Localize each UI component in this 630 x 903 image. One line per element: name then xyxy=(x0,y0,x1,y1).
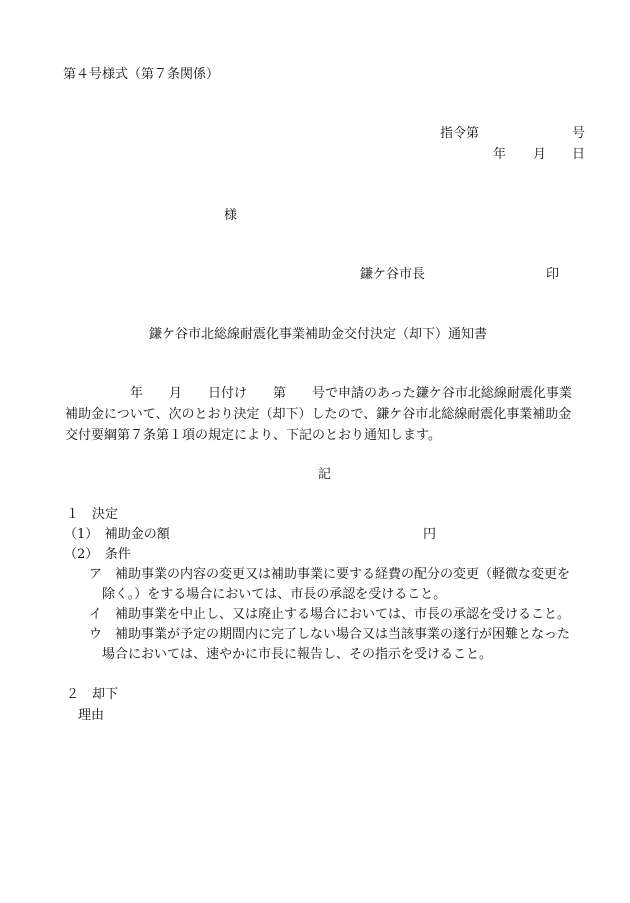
order-number-label: 指令第 xyxy=(440,126,480,141)
ki-heading: 記 xyxy=(318,467,332,482)
body-line-3: 交付要綱第７条第１項の規定により、下記のとおり通知します。 xyxy=(65,428,441,443)
issuer-name: 鎌ケ谷市長 xyxy=(360,267,426,282)
body-line-1: 年 月 日付け 第 号で申請のあった鎌ケ谷市北総線耐震化事業 xyxy=(65,386,572,401)
condition-a-line-1: ア 補助事業の内容の変更又は補助事業に要する経費の配分の変更（軽微な変更を xyxy=(89,567,571,582)
date-day: 日 xyxy=(572,147,586,162)
condition-a-line-2: 除く。）をする場合においては、市長の承認を受けること。 xyxy=(89,587,447,602)
addressee-suffix: 様 xyxy=(224,208,238,223)
section-2-heading: ２ 却下 xyxy=(66,687,119,702)
yen-unit: 円 xyxy=(423,527,437,542)
subsidy-amount-label: （1） 補助金の額 xyxy=(64,527,170,542)
order-number-suffix: 号 xyxy=(572,126,586,141)
date-year: 年 xyxy=(493,147,507,162)
section-1-heading: １ 決定 xyxy=(66,507,119,522)
document-title: 鎌ケ谷市北総線耐震化事業補助金交付決定（却下）通知書 xyxy=(149,327,488,342)
condition-i: イ 補助事業を中止し、又は廃止する場合においては、市長の承認を受けること。 xyxy=(89,607,571,622)
condition-u-line-2: 場合においては、速やかに市長に報告し、その指示を受けること。 xyxy=(89,647,493,662)
seal-mark: 印 xyxy=(546,267,560,282)
reason-label: 理由 xyxy=(78,708,105,723)
body-line-2: 補助金について、次のとおり決定（却下）したので、鎌ケ谷市北総線耐震化事業補助金 xyxy=(65,407,572,422)
conditions-label: （2） 条件 xyxy=(64,547,131,562)
date-month: 月 xyxy=(533,147,547,162)
form-label: 第４号様式（第７条関係） xyxy=(63,67,220,82)
condition-u-line-1: ウ 補助事業が予定の期間内に完了しない場合又は当該事業の遂行が困難となった xyxy=(89,627,571,642)
